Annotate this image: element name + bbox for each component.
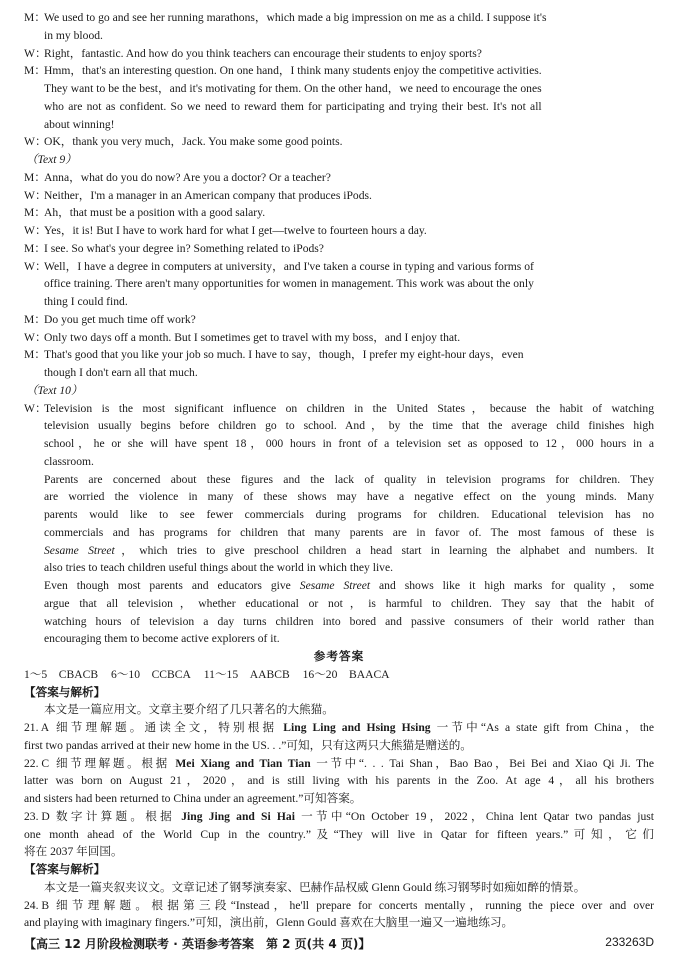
text-span: 一节中“On October 19，2022，China lent Qatar two pandas just [294, 809, 654, 823]
question-22 [24, 755, 654, 773]
text-span: and shows like it high marks for quality，some [370, 579, 654, 592]
text-span: Even though most parents and educators give [44, 579, 300, 592]
line: Yes，it is! But I have to work hard for what I get—twelve to fourteen hours a day. [44, 224, 427, 237]
line: thing I could find. [44, 295, 128, 308]
bold-section-name: Jing Jing and Si Hai [181, 809, 295, 823]
line: We used to go and see her running marathons，which made a big impression on me as a child. I suppose it's [44, 11, 547, 24]
line: first two pandas arrived at their new home in the US. . .”可知，只有这两只大熊猫是赠送的。 [24, 738, 472, 752]
speaker: M： [24, 312, 46, 326]
text-span: 一节中“. . . Tai Shan，Bao Bao，Bei Bei and Xiao Qi Ji. The [310, 756, 654, 770]
section-intro: 本文是一篇夹叙夹议文。文章记述了钢琴演奏家、巴赫作品权威 Glenn Gould 练习钢琴时如痴如醉的情景。 [44, 880, 586, 894]
speaker: M： [24, 64, 46, 78]
dialogue-turn [24, 62, 654, 133]
dialogue-text-9 [24, 169, 654, 382]
footer-title: 【高三 12 月阶段检测联考 · 英语参考答案 第 2 页(共 4 页)】 [24, 937, 371, 951]
speaker: M： [24, 11, 46, 24]
line [56, 719, 654, 737]
speaker: W： [24, 135, 47, 149]
line: That's good that you like your job so much. I have to say，though，I prefer my eight-hour days，even [44, 348, 524, 362]
line [56, 755, 654, 773]
title-sesame-street: Sesame Street [299, 579, 371, 592]
text-span: 细节理解题。通读全文，特别根据 [56, 721, 284, 734]
speaker: M： [24, 206, 46, 220]
dialogue-turn [24, 346, 654, 382]
question-number: 21. A [24, 721, 50, 734]
speaker: W： [24, 224, 47, 237]
analysis-section-1 [24, 684, 654, 862]
line: television usually begins before children go to school. And，by the time that the average child finishes high [44, 419, 654, 433]
line: are worried the violence in many of these shows may have a negative effect on the young minds. Many [44, 490, 654, 504]
analysis-section-2 [24, 861, 654, 932]
dialogue-turn [24, 9, 654, 45]
dialogue-continued [24, 9, 654, 151]
monologue-text-10 [24, 400, 654, 649]
line: Only two days off a month. But I sometimes get to travel with my boss，and I enjoy that. [44, 330, 461, 344]
line: though I don't earn all that much. [44, 366, 198, 379]
line: Hmm，that's an interesting question. On one hand，I think many students enjoy the competitive activities. [44, 64, 542, 78]
speaker: W： [24, 188, 47, 202]
section-heading: 【答案与解析】 [24, 685, 106, 699]
speaker: W： [24, 401, 47, 415]
section-heading: 【答案与解析】 [24, 863, 106, 876]
line: and playing with imaginary fingers.”可知，演出前，Glenn Gould 喜欢在大脑里一遍又一遍地练习。 [24, 916, 514, 930]
question-21 [24, 719, 654, 737]
line: office training. There aren't many opportunities for women in management. This work was about the only [44, 277, 534, 291]
dialogue-turn [24, 45, 654, 63]
question-number: 23. D [24, 809, 50, 823]
line: about winning! [44, 117, 115, 131]
line [56, 808, 654, 826]
dialogue-turn [24, 133, 654, 151]
line: in my blood. [44, 28, 103, 42]
line: school，he or she will have spent 18，000 hours in front of a television set as opposed to 12，000 hours in a [44, 437, 654, 450]
text-9-label: （Text 9） [26, 153, 77, 166]
line: 细节理解题。根据第三段“Instead，he'll prepare for concerts mentally，running the piece over and over [56, 898, 654, 912]
speaker: W： [24, 46, 47, 60]
line: watching hours of television a day turns children into bored and passive consumers of their world rather than [44, 614, 654, 628]
line: classroom. [44, 454, 94, 468]
dialogue-turn [24, 311, 654, 329]
dialogue-turn [24, 169, 654, 187]
dialogue-turn [24, 222, 654, 240]
line: Right，fantastic. And how do you think teachers can encourage their students to enjoy sports? [44, 46, 482, 60]
answers-heading: 参考答案 [313, 650, 365, 663]
question-23 [24, 808, 654, 826]
line: Television is the most significant influence on children in the United States，because the habit of watching [44, 401, 654, 415]
dialogue-turn [24, 240, 654, 258]
speaker: M： [24, 170, 46, 184]
line: Do you get much time off work? [44, 312, 196, 326]
speaker: M： [24, 348, 46, 362]
line: parents would like to see fewer commercials during programs for children. Educational television has no [44, 508, 654, 521]
answer-keys [24, 666, 654, 684]
speaker: M： [24, 241, 46, 255]
question-number: 22. C [24, 756, 50, 770]
line: Ah，that must be a position with a good salary. [44, 206, 266, 220]
answer-page [24, 9, 654, 932]
document-code: 233263D [605, 935, 654, 949]
page-footer [24, 935, 654, 952]
line: I see. So what's your degree in? Something related to iPods? [44, 241, 324, 255]
dialogue-turn [24, 329, 654, 347]
title-sesame-street: Sesame Street [44, 543, 115, 557]
line: Neither，I'm a manager in an American company that produces iPods. [44, 188, 372, 202]
bold-section-name: Mei Xiang and Tian Tian [175, 756, 311, 770]
text-span: 数字计算题。根据 [56, 809, 182, 823]
text-10-label: （Text 10） [26, 383, 83, 397]
section-intro: 本文是一篇应用文。文章主要介绍了几只著名的大熊猫。 [44, 703, 334, 717]
line [44, 577, 654, 595]
line: also tries to teach children useful things about the world in which they live. [44, 561, 394, 575]
dialogue-turn [24, 204, 654, 222]
line: who are not as confident. So we need to reward them for participating and trying their best. It's not all [44, 99, 542, 113]
line: 将在 2037 年回国。 [24, 845, 123, 859]
line: OK，thank you very much，Jack. You make some good points. [44, 135, 343, 149]
line: They want to be the best，and it's motivating for them. On the other hand，we need to encourage the ones [44, 82, 542, 95]
answer-key-group: 1～5 CBACB [24, 667, 99, 681]
speaker: W： [24, 330, 47, 344]
answer-key-group: 11～15 AABCB [203, 667, 290, 681]
text-span: ，which tries to give preschool children a head start in learning the alphabet and numbers. It [114, 543, 655, 557]
text-span: 一节中“As a state gift from China，the [430, 721, 654, 734]
text-span: 细节理解题。根据 [56, 756, 176, 770]
line: Well，I have a degree in computers at university，and I've taken a course in typing and various forms of [44, 259, 534, 273]
answer-key-group: 16～20 BAACA [302, 667, 390, 681]
answer-key-group: 6～10 CCBCA [111, 667, 191, 681]
line: argue that all television，whether educational or not，is harmful to children. They say that the habit of [44, 596, 654, 610]
line: commercials and has programs for children that many parents are in favor of. The most famous of these is [44, 525, 654, 539]
question-24 [24, 897, 654, 915]
bold-section-name: Ling Ling and Hsing Hsing [283, 721, 431, 734]
dialogue-turn [24, 187, 654, 205]
line: and sisters had been returned to China under an agreement.”可知答案。 [24, 792, 362, 805]
question-number: 24. B [24, 898, 50, 912]
speaker: W： [24, 259, 47, 273]
line: encouraging them to become active explorers of it. [44, 632, 280, 646]
line: Anna，what do you do now? Are you a doctor? Or a teacher? [44, 170, 331, 184]
line [44, 542, 654, 560]
line: Parents are concerned about these figures and the lack of quality in television programs for children. They [44, 472, 654, 486]
line: latter was born on August 21，2020，and is still living with his parents in the Zoo. At age 4，all his brothers [24, 774, 654, 788]
dialogue-turn [24, 258, 654, 311]
line: one month ahead of the World Cup in the country.”及“They will live in Qatar for fifteen years.”可知，它们 [24, 827, 654, 841]
